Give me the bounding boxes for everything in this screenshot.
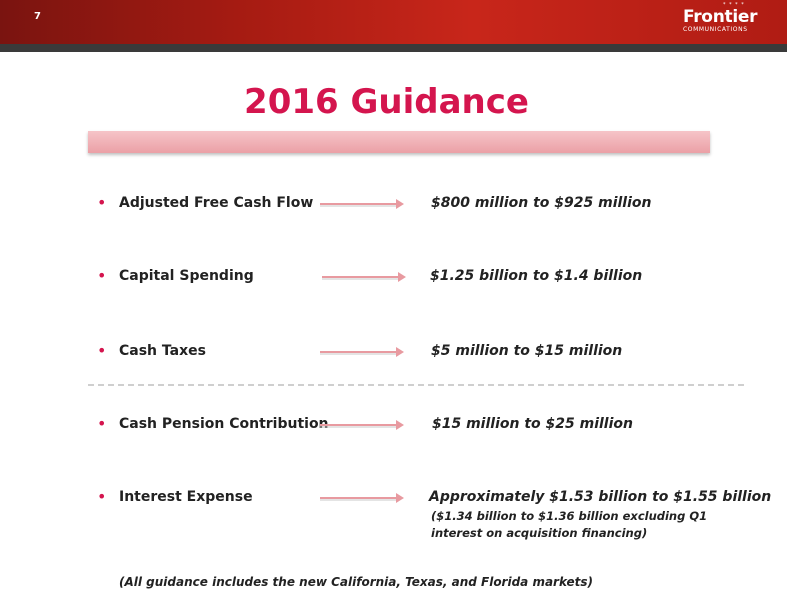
guidance-row-free-cash-flow <box>0 195 787 215</box>
bullet-icon: • <box>97 193 107 212</box>
frontier-logo <box>683 2 758 33</box>
logo-subtitle: COMMUNICATIONS <box>683 26 748 33</box>
arrow-right-icon <box>320 346 404 358</box>
guidance-row-pension <box>0 416 787 436</box>
row-label: Cash Pension Contribution <box>119 416 329 432</box>
logo-name: Frontier <box>683 7 758 27</box>
page-title: 2016 Guidance <box>244 82 529 122</box>
row-value: $15 million to $25 million <box>432 416 633 432</box>
row-label: Capital Spending <box>119 268 254 284</box>
interest-note-line-2: interest on acquisition financing) <box>431 526 648 540</box>
arrow-right-icon <box>320 419 404 431</box>
header-bar <box>0 0 787 44</box>
row-label: Interest Expense <box>119 489 253 505</box>
row-value: $5 million to $15 million <box>431 343 623 359</box>
arrow-right-icon <box>322 271 406 283</box>
arrow-right-icon <box>320 198 404 210</box>
header-strip <box>0 44 787 52</box>
row-value: $800 million to $925 million <box>431 195 652 211</box>
interest-note-line-1: ($1.34 billion to $1.36 billion excluding Q1 <box>431 509 708 523</box>
section-divider <box>88 384 744 386</box>
row-label: Cash Taxes <box>119 343 206 359</box>
bullet-icon: • <box>97 266 107 285</box>
row-value: Approximately $1.53 billion to $1.55 billion <box>429 489 772 505</box>
guidance-row-capital-spending <box>0 268 787 288</box>
guidance-row-cash-taxes <box>0 343 787 363</box>
title-underline-bar <box>88 131 710 153</box>
slide-number: 7 <box>34 11 41 22</box>
row-label: Adjusted Free Cash Flow <box>119 195 314 211</box>
row-value: $1.25 billion to $1.4 billion <box>430 268 643 284</box>
guidance-row-interest-expense <box>0 489 787 509</box>
bullet-icon: • <box>97 487 107 506</box>
arrow-right-icon <box>320 492 404 504</box>
logo-stars-icon: * * * * <box>723 2 745 8</box>
footnote: (All guidance includes the new California, Texas, and Florida markets) <box>119 575 594 589</box>
bullet-icon: • <box>97 414 107 433</box>
bullet-icon: • <box>97 341 107 360</box>
